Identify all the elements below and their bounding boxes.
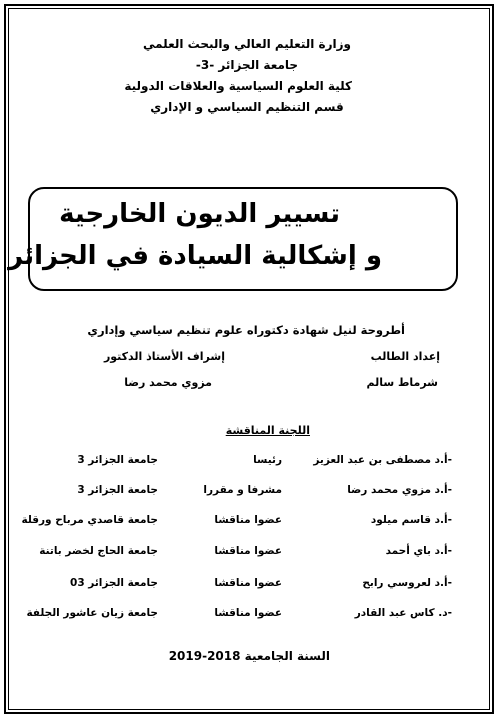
member-university: جامعة الجزائر 3 <box>77 484 158 496</box>
academic-year: السنة الجامعية 2018-2019 <box>168 649 330 663</box>
member-university: جامعة قاصدي مرباح ورقلة <box>21 514 158 526</box>
member-role: عضوا مناقشا <box>214 514 282 526</box>
thesis-title-line-1: تسيير الديون الخارجية <box>59 199 340 229</box>
institution-header <box>124 34 352 118</box>
ministry-name: وزارة التعليم العالي والبحث العلمي <box>142 37 352 51</box>
committee-row <box>0 454 500 474</box>
member-name: -أ.د مصطفى بن عبد العزيز <box>313 454 452 466</box>
member-name: -أ.د لعروسي رابح <box>362 577 452 589</box>
committee-row <box>0 514 500 534</box>
member-university: جامعة الحاج لخضر باتنة <box>39 545 158 557</box>
member-role: عضوا مناقشا <box>214 607 282 619</box>
member-role: مشرفا و مقررا <box>203 484 282 496</box>
member-role: عضوا مناقشا <box>214 545 282 557</box>
member-name: -أ.د قاسم ميلود <box>370 514 452 526</box>
supervisor-label: إشراف الأستاذ الدكتور <box>103 350 225 363</box>
prepared-by-label: إعداد الطالب <box>370 350 440 363</box>
member-name: -أ.د باي أحمد <box>385 545 452 557</box>
committee-row <box>0 484 500 504</box>
faculty-name: كلية العلوم السياسية والعلاقات الدولية <box>124 79 352 93</box>
member-university: جامعة الجزائر 03 <box>70 577 158 589</box>
department-name: قسم التنظيم السياسي و الإداري <box>150 100 344 114</box>
member-name: -د. كاس عبد القادر <box>354 607 452 619</box>
thesis-title-box <box>8 187 458 291</box>
student-name: شرماط سالم <box>366 376 438 389</box>
committee-title: اللجنة المناقشة <box>225 424 310 437</box>
thesis-statement: أطروحة لنيل شهادة دكتوراه علوم تنظيم سياسي وإداري <box>87 323 405 337</box>
committee-row <box>0 607 500 627</box>
member-university: جامعة زيان عاشور الجلفة <box>26 607 158 619</box>
supervisor-name: مزوي محمد رضا <box>124 376 212 389</box>
member-role: رئيسا <box>253 454 282 466</box>
committee-row <box>0 545 500 565</box>
thesis-title-line-2: و إشكالية السيادة في الجزائر <box>8 241 382 271</box>
member-role: عضوا مناقشا <box>214 577 282 589</box>
committee-row <box>0 577 500 597</box>
member-name: -أ.د مزوي محمد رضا <box>347 484 452 496</box>
university-name: جامعة الجزائر -3- <box>195 58 299 72</box>
member-university: جامعة الجزائر 3 <box>77 454 158 466</box>
